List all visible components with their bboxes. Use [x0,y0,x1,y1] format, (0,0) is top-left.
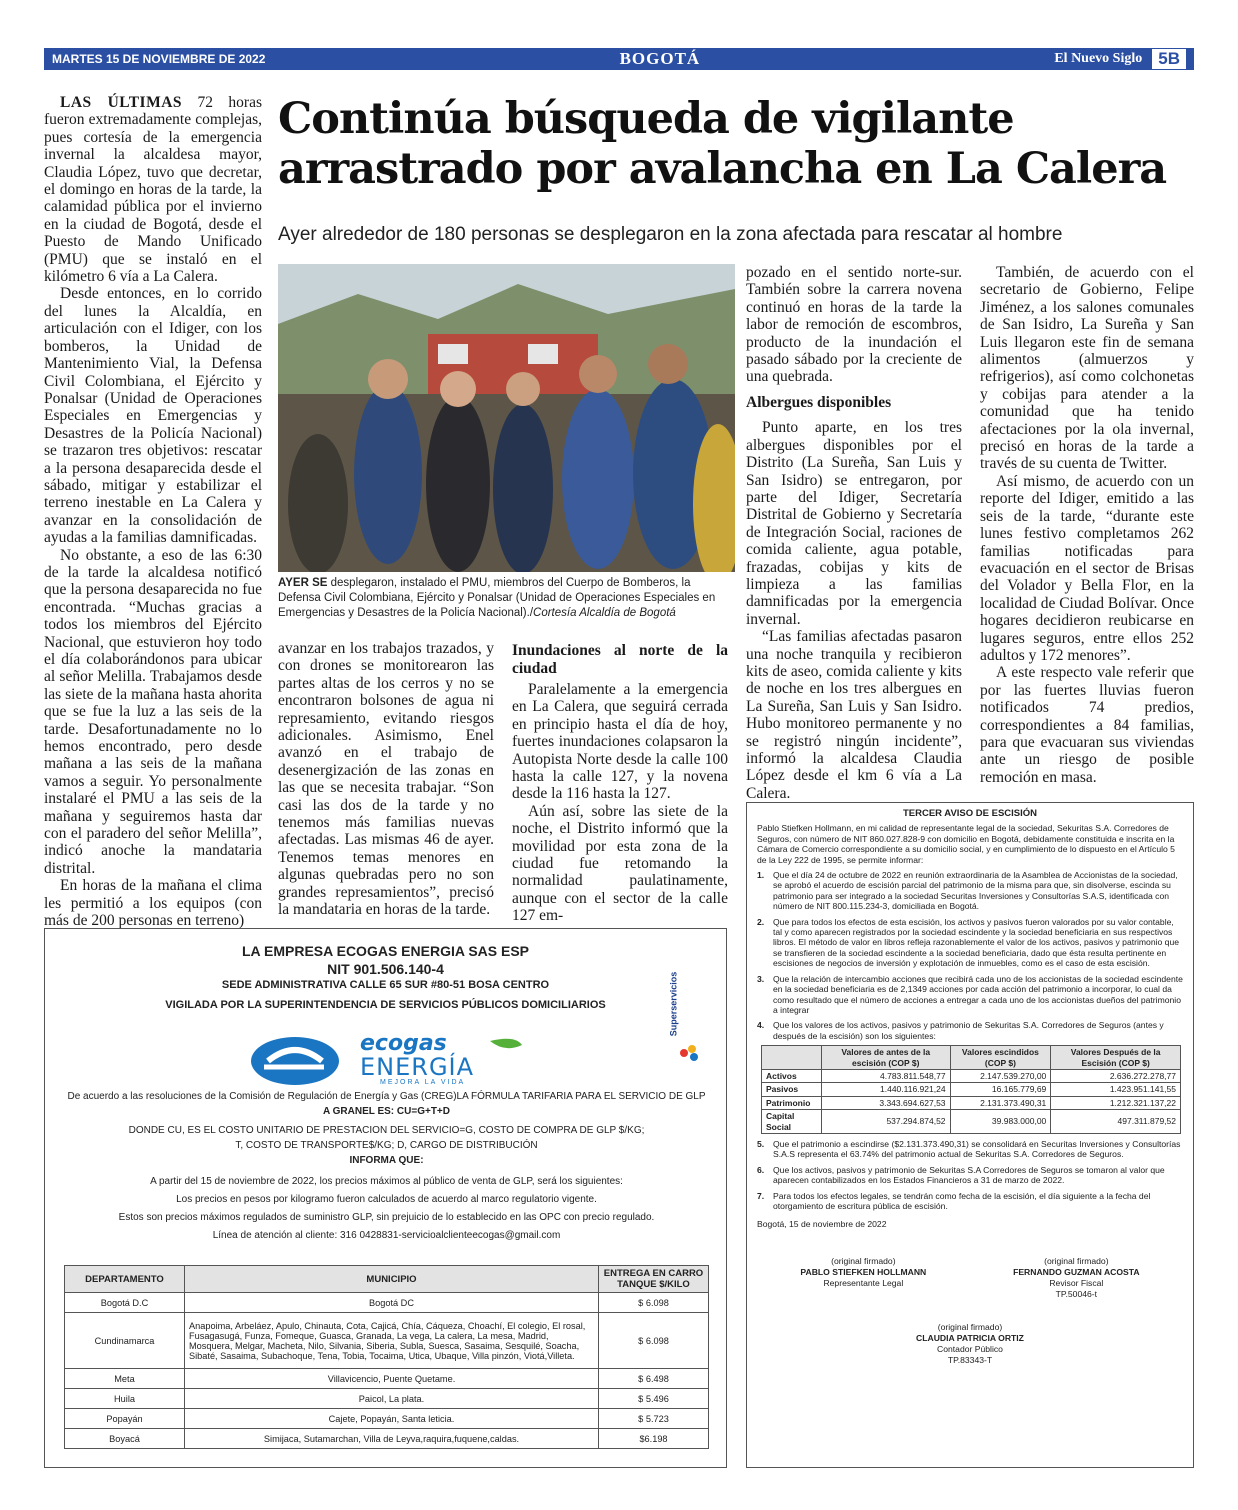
signature-block: (original firmado) CLAUDIA PATRICIA ORTIZ Contador Público TP.83343-T [916,1321,1024,1365]
news-photo [278,264,735,572]
ad-paragraph: Estos son precios máximos regulados de suministro GLP, sin prejuicio de lo establecido en las OPC con precio regulado. [118,1212,655,1223]
photo-illustration [278,264,735,572]
article-paragraph: “Las familias afectadas pasaron una noche tranquila y recibieron kits de aseo, comida caliente y kits de noche en los tres albergues en La Sureña, San Luis y San Isidro. Hubo monitoreo permanente y no se registró ningún incidente”, informó la alcaldesa Claudia López desde el km 6 vía a La Calera. [746,628,962,802]
article-column-5 [980,264,1194,786]
signature-block: (original firmado) FERNANDO GUZMAN ACOSTA Revisor Fiscal TP.50046-t [1013,1255,1140,1299]
article-column-4 [746,264,962,802]
superservicios-label: Superservicios [668,971,679,1037]
ad-sede: SEDE ADMINISTRATIVA CALLE 65 SUR #80-51 BOSA CENTRO [221,979,550,991]
article-paragraph: No obstante, a eso de las 6:30 de la tarde la alcaldesa notificó que la persona desaparecida no fue encontrada. “Muchas gracias a todos los miembros del Ejército Nacional, que estuvieron hoy todo el día colaborándonos para ubicar al señor Melilla. Trabajamos desde las siete de la mañana hasta ahorita que se fue la luz a las seis de la tarde. Desafortunadamente no lo hemos encontrado, pero desde mañana a las seis de la mañana vamos a seguir. Yo personalmente instalaré el PMU a las seis de la mañana y seguiremos hasta dar con el paradero del señor Melilla”, indicó anoche la mandataria distrital. [44,546,262,877]
table-row: Boyacá Simijaca, Sutamarchan, Villa de Leyva,raquira,fuquene,caldas. $6.198 [65,1429,709,1449]
page-number: 5B [1152,49,1186,69]
article-paragraph: Aún así, sobre las siete de la noche, el Distrito informó que la movilidad por esta zona de la ciudad fue retomando la normalidad paulatinamente, aunque con el sector de la calle 127 em- [512,802,728,925]
article-column-3 [512,640,728,925]
table-row: Meta Villavicencio, Puente Quetame. $ 6.498 [65,1369,709,1389]
ad-title: LA EMPRESA ECOGAS ENERGIA SAS ESP [241,943,530,959]
ad-paragraph: A partir del 15 de noviembre de 2022, los precios máximos al público de venta de GLP, será los siguientes: [150,1176,623,1187]
table-header-row: DEPARTAMENTO MUNICIPIO ENTREGA EN CARRO TANQUE $/KILO [65,1266,709,1293]
article-paragraph: Desde entonces, en lo corrido del lunes la Alcaldía, en articulación con el Idiger, con los bomberos, la Unidad de Mantenimiento Vial, la Defensa Civil Colombiana, el Ejército y Ponalsar (Unidad de Operaciones Especiales en Emergencias y Desastres de la Policía Nacional) se trazaron tres objetivos: rescatar a la persona desaparecida desde el sábado, mitigar y estabilizar el terreno inestable en La Calera y avanzar en la consolidación de ayudas a la familias damnificadas. [44,285,262,547]
notice-item: 3. Que la relación de intercambio acciones que recibirá cada uno de los accionistas de la sociedad escindente en la sociedad beneficiaria es de 2,1349 acciones por cada acción del patrimonio a incorporar, lo cual da como resultado que el número de acciones a entregar a cada uno de los accionistas dueños del patrimonio a integrar [757,973,1183,1015]
ad-vigilada: VIGILADA POR LA SUPERINTENDENCIA DE SERVICIOS PÚBLICOS DOMICILIARIOS [165,999,606,1011]
superservicios-icon [678,1043,702,1063]
headline: Continúa búsqueda de vigilante arrastrado por avalancha en La Calera [278,94,1167,194]
ecogas-logo [250,1033,530,1089]
table-row: Bogotá D.C Bogotá DC $ 6.098 [65,1293,709,1313]
ad-paragraph: De acuerdo a las resoluciones de la Comisión de Regulación de Energía y Gas (CREG)LA FÓRMULA TARIFARIA PARA EL SERVICIO DE GLP [67,1091,706,1102]
notice-item: 7. Para todos los efectos legales, se tendrán como fecha de la escisión, el día siguiente a la fecha del otorgamiento de escritura pública de escisión. [757,1190,1151,1211]
photo-credit: Cortesía Alcaldía de Bogotá [533,607,676,619]
table-row: Activos 4.783.811.548,77 2.147.539.270,00 2.636.272.278,77 [762,1069,1181,1082]
notice-item: 5. Que el patrimonio a escindirse ($2.131.373.490,31) se consolidará en Securitas Inversiones y Consultorías S.A.S representa el 63.74% del patrimonio actual de Sekuritas S.A. Corredores de Seguros. [757,1138,1181,1160]
logo-text-energia: ENERGÍA [360,1053,475,1081]
article-column-2 [278,640,494,919]
logo-tagline: MEJORA LA VIDA [380,1079,466,1086]
table-header-row: Valores de antes de la escisión (COP $) Valores escindidos (COP $) Valores Después de la Escisión (COP $) [762,1046,1181,1070]
notice-item: 6. Que los activos, pasivos y patrimonio de Sekuritas S.A Corredores de Seguros se tomaron al valor que aparecen contabilizados en los Estados Financieros a 31 de marzo de 2022. [757,1164,1165,1186]
notice-item: 4. Que los valores de los activos, pasivos y patrimonio de Sekuritas S.A. Corredores de Seguros (antes y después de la escisión) son los siguientes: [757,1020,1164,1041]
article-paragraph: avanzar en los trabajos trazados, y con drones se monitorearon las partes altas de los cerros y no se encontraron bolsones de agua ni represamiento, evitando riesgos adicionales. Asimismo, Enel avanzó en el trabajo de desenergización de las zonas en las que se necesita trabajar. “Son casi las dos de la tarde y no tenemos más familias nuevas afectadas. Las mismas 46 de ayer. Tenemos temas menores en algunas quebradas pero no son grandes represamientos”, precisó la mandataria en horas de la tarde. [278,640,494,919]
article-paragraph: Punto aparte, en los tres albergues disponibles por el Distrito (La Sureña, San Luis y San Isidro) se entregaron, por parte del Idiger, Secretaría Distrital de Gobierno y Secretaría de Integración Social, raciones de comida caliente, agua potable, frazadas, cobijas y kits de limpieza a las familias damnificadas por la emergencia invernal. [746,419,962,628]
ad-paragraph: Los precios en pesos por kilogramo fueron calculados de acuerdo al marco regulatorio vigente. [176,1194,597,1205]
glp-price-table [64,1265,709,1449]
ad-paragraph: DONDE CU, ES EL COSTO UNITARIO DE PRESTACION DEL SERVICIO=G, COSTO DE COMPRA DE GLP $/KG; [128,1125,645,1136]
ad-informa: INFORMA QUE: [349,1155,424,1166]
lead-in: LAS ÚLTIMAS [60,94,183,111]
table-row: Patrimonio 3.343.694.627,53 2.131.373.490,31 1.212.321.137,22 [762,1096,1181,1109]
notice-title: TERCER AVISO DE ESCISIÓN [902,808,1038,819]
table-row: Cundinamarca Anapoima, Arbeláez, Apulo, Chinauta, Cota, Cajicá, Chía, Cáqueza, Choachí, El colegio, El rosal, Fusagasugá, Funza, Fomeque, Guasca, Granada, La vega, La calera, La mesa, Madrid, Mosquera, Melgar, Macheta, Nilo, Silvania, Siberia, Subla, Suesca, Sasaima, Sesquilé, Soacha, Sibaté, Sasaima, Subachoque, Tena, Tobia, Tocaima, Utica, Ubaque, Villa pinzón, Viotá,Villeta. $ 6.098 [65,1313,709,1369]
table-row: Capital Social 537.294.874,52 39.983.000,00 497.311.879,52 [762,1110,1181,1134]
logo-text-ecogas: ecogas [360,1031,447,1056]
article-paragraph: También, de acuerdo con el secretario de Gobierno, Felipe Jiménez, a los salones comunales de San Isidro, La Sureña y San Luis llegaron este fin de semana alimentos (almuerzos y refrigerios), así como colchonetas y cobijas para atender a la comunidad que ha tenido afectaciones por la ola invernal, precisó en horas de la tarde a través de su cuenta de Twitter. [980,264,1194,473]
article-paragraph: Paralelamente a la emergencia en La Calera, que seguirá cerrada en principio hasta el día de hoy, fuertes inundaciones colapsaron la Autopista Norte desde la calle 100 hasta la calle 127, y la novena desde la 116 hasta la 127. [512,681,728,803]
escision-values-table [761,1045,1181,1134]
escision-notice [746,802,1194,1468]
subheading: Inundaciones al norte de la ciudad [512,642,728,677]
section-name: BOGOTÁ [619,49,701,68]
ad-paragraph: T, COSTO DE TRANSPORTE$/KG; D, CARGO DE DISTRIBUCIÓN [235,1140,538,1151]
notice-item: 2. Que para todos los efectos de esta escisión, los activos y pasivos fueron valorados por su valor contable, tal y como aparecen registrados por la sociedad escindente y la sociedad beneficiaria en sus respectivos libros. El método de valor en libros refleja razonablemente el valor de los activos, pasivos y patrimonio que se transfieren de la sociedad escindente a la sociedad beneficiaria, dado que ésta resulta pertinente en escisiones de negocios de inversión y explotación de inmuebles, como es el caso de esta escisión. [757,916,1180,969]
ad-nit: NIT 901.506.140-4 [327,961,444,977]
article-paragraph: A este respecto vale referir que por las fuertes lluvias fueron notificados 74 predios, correspondientes a 84 familias, para que evacuaran sus viviendas ante un riesgo de posible remoción en masa. [980,664,1194,786]
ad-formula: A GRANEL ES: CU=G+T+D [323,1106,450,1117]
article-column-1 [44,94,262,930]
newspaper-name: El Nuevo Siglo [1054,51,1143,66]
superservicios-logo [668,965,703,1065]
table-row: Pasivos 1.440.116.921,24 16.165.779,69 1.423.951.141,55 [762,1083,1181,1096]
table-row: Popayán Cajete, Popayán, Santa leticia. $ 5.723 [65,1409,709,1429]
table-row: Huila Paicol, La plata. $ 5.496 [65,1389,709,1409]
page-header-bar [44,48,1194,70]
article-paragraph: pozado en el sentido norte-sur. También sobre la carrera novena continuó en horas de la tarde la labor de remoción de escombros, producto de la inundación el pasado sábado por la creciente de una quebrada. [746,264,962,386]
article-paragraph: LAS ÚLTIMAS 72 horas fueron extremadamente complejas, pues cortesía de la emergencia invernal la alcaldesa mayor, Claudia López, tuvo que decretar, el domingo en horas de la tarde, la calamidad pública por el invierno en la ciudad de Bogotá, desde el Puesto de Mando Unificado (PMU) que se instaló en el kilómetro 6 vía a La Calera. [44,94,263,286]
ecogas-ad [44,928,727,1468]
issue-date: MARTES 15 DE NOVIEMBRE DE 2022 [52,52,266,66]
article-paragraph: En horas de la mañana el clima les permitió a los equipos (con más de 200 personas en terreno) [44,877,262,930]
notice-item: 1. Que el día 24 de octubre de 2022 en reunión extraordinaria de la Asamblea de Accionistas de la sociedad, se aprobó el acuerdo de escisión parcial del patrimonio de la misma para que, sin disolverse, escinda su patrimonio para ser integrado a la sociedad Securitas Inversiones y Consultorías S.A.S, identificada con número de NIT 800.115.234-3, domiciliada en Bogotá. [757,870,1178,912]
notice-intro: Pablo Stiefken Hollmann, en mi calidad de representante legal de la sociedad, Sekuritas S.A. Corredores de Seguros, con número de NIT 860.027.828-9 con domicilio en Bogotá, debidamente constituida e inscrita en la Cámara de Comercio correspondiente a su domicilio social, y en cumplimiento de lo dispuesto en el Artículo 5 de la Ley 222 de 1995, se permite informar: [757,823,1175,865]
deck-subtitle: Ayer alrededor de 180 personas se desplegaron en la zona afectada para rescatar al hombre [278,224,1063,245]
notice-place-date: Bogotá, 15 de noviembre de 2022 [757,1219,887,1230]
photo-caption: AYER SE desplegaron, instalado el PMU, miembros del Cuerpo de Bomberos, la Defensa Civil Colombiana, Ejército y Ponalsar (Unidad de Operaciones Especiales en Emergencias y Desastres de la Policía Nacional)./Cortesía Alcaldía de Bogotá [278,577,716,619]
subheading: Albergues disponibles [746,393,892,411]
signature-block: (original firmado) PABLO STIEFKEN HOLLMANN Representante Legal [800,1255,927,1288]
ad-contact: Línea de atención al cliente: 316 0428831-servicioalclienteecogas@gmail.com [212,1230,561,1241]
article-paragraph: Así mismo, de acuerdo con un reporte del Idiger, emitido a las seis de la tarde, “durante este lunes festivo completamos 262 familias notificadas para evacuación en el sector de Brisas del Volador y Bella Flor, en la localidad de Ciudad Bolívar. Once hogares decidieron reubicarse en lugares seguros, entre ellos 252 adultos y 172 menores”. [980,472,1194,664]
